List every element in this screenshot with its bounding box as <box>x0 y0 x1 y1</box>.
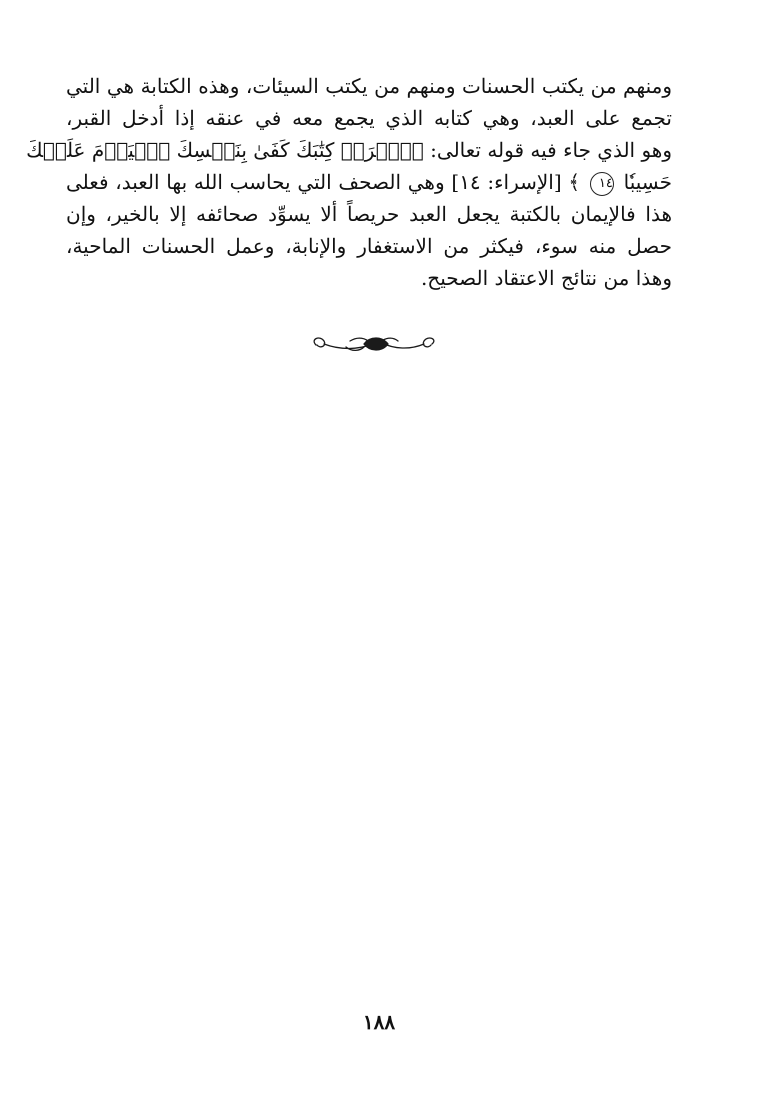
page-number: ١٨٨ <box>362 1010 396 1034</box>
text-line-6: حصل منه سوء، فيكثر من الاستغفار والإنابة، وعمل الحسنات الماحية، <box>66 234 672 258</box>
verse-reference-and-text: ﴾ [الإسراء: ١٤] وهي الصحف التي يحاسب الله بها العبد، فعلى <box>66 170 581 194</box>
decorative-divider-icon <box>306 330 442 358</box>
quran-verse-end: حَسِيبٗا <box>623 170 673 194</box>
text-line-3 <box>26 134 672 166</box>
ayah-number-icon: ١٤ <box>590 172 614 196</box>
text-line-2: تجمع على العبد، وهي كتابه الذي يجمع معه في عنقه إذا أدخل القبر، <box>66 106 672 130</box>
body-text <box>26 70 673 294</box>
text-line-1: ومنهم من يكتب الحسنات ومنهم من يكتب السيئات، وهذه الكتابة هي التي <box>66 74 672 98</box>
text-line-7: وهذا من نتائج الاعتقاد الصحيح. <box>420 266 672 290</box>
quran-verse-start: وهو الذي جاء فيه قوله تعالى: ﴿ٱقۡرَأۡ كِتَٰبَكَ كَفَىٰ بِنَفۡسِكَ ٱلۡيَوۡمَ عَلَيۡكَ <box>26 138 672 162</box>
text-line-4 <box>66 166 672 198</box>
text-line-5: هذا فالإيمان بالكتبة يجعل العبد حريصاً ألا يسوِّد صحائفه إلا بالخير، وإن <box>66 202 672 226</box>
